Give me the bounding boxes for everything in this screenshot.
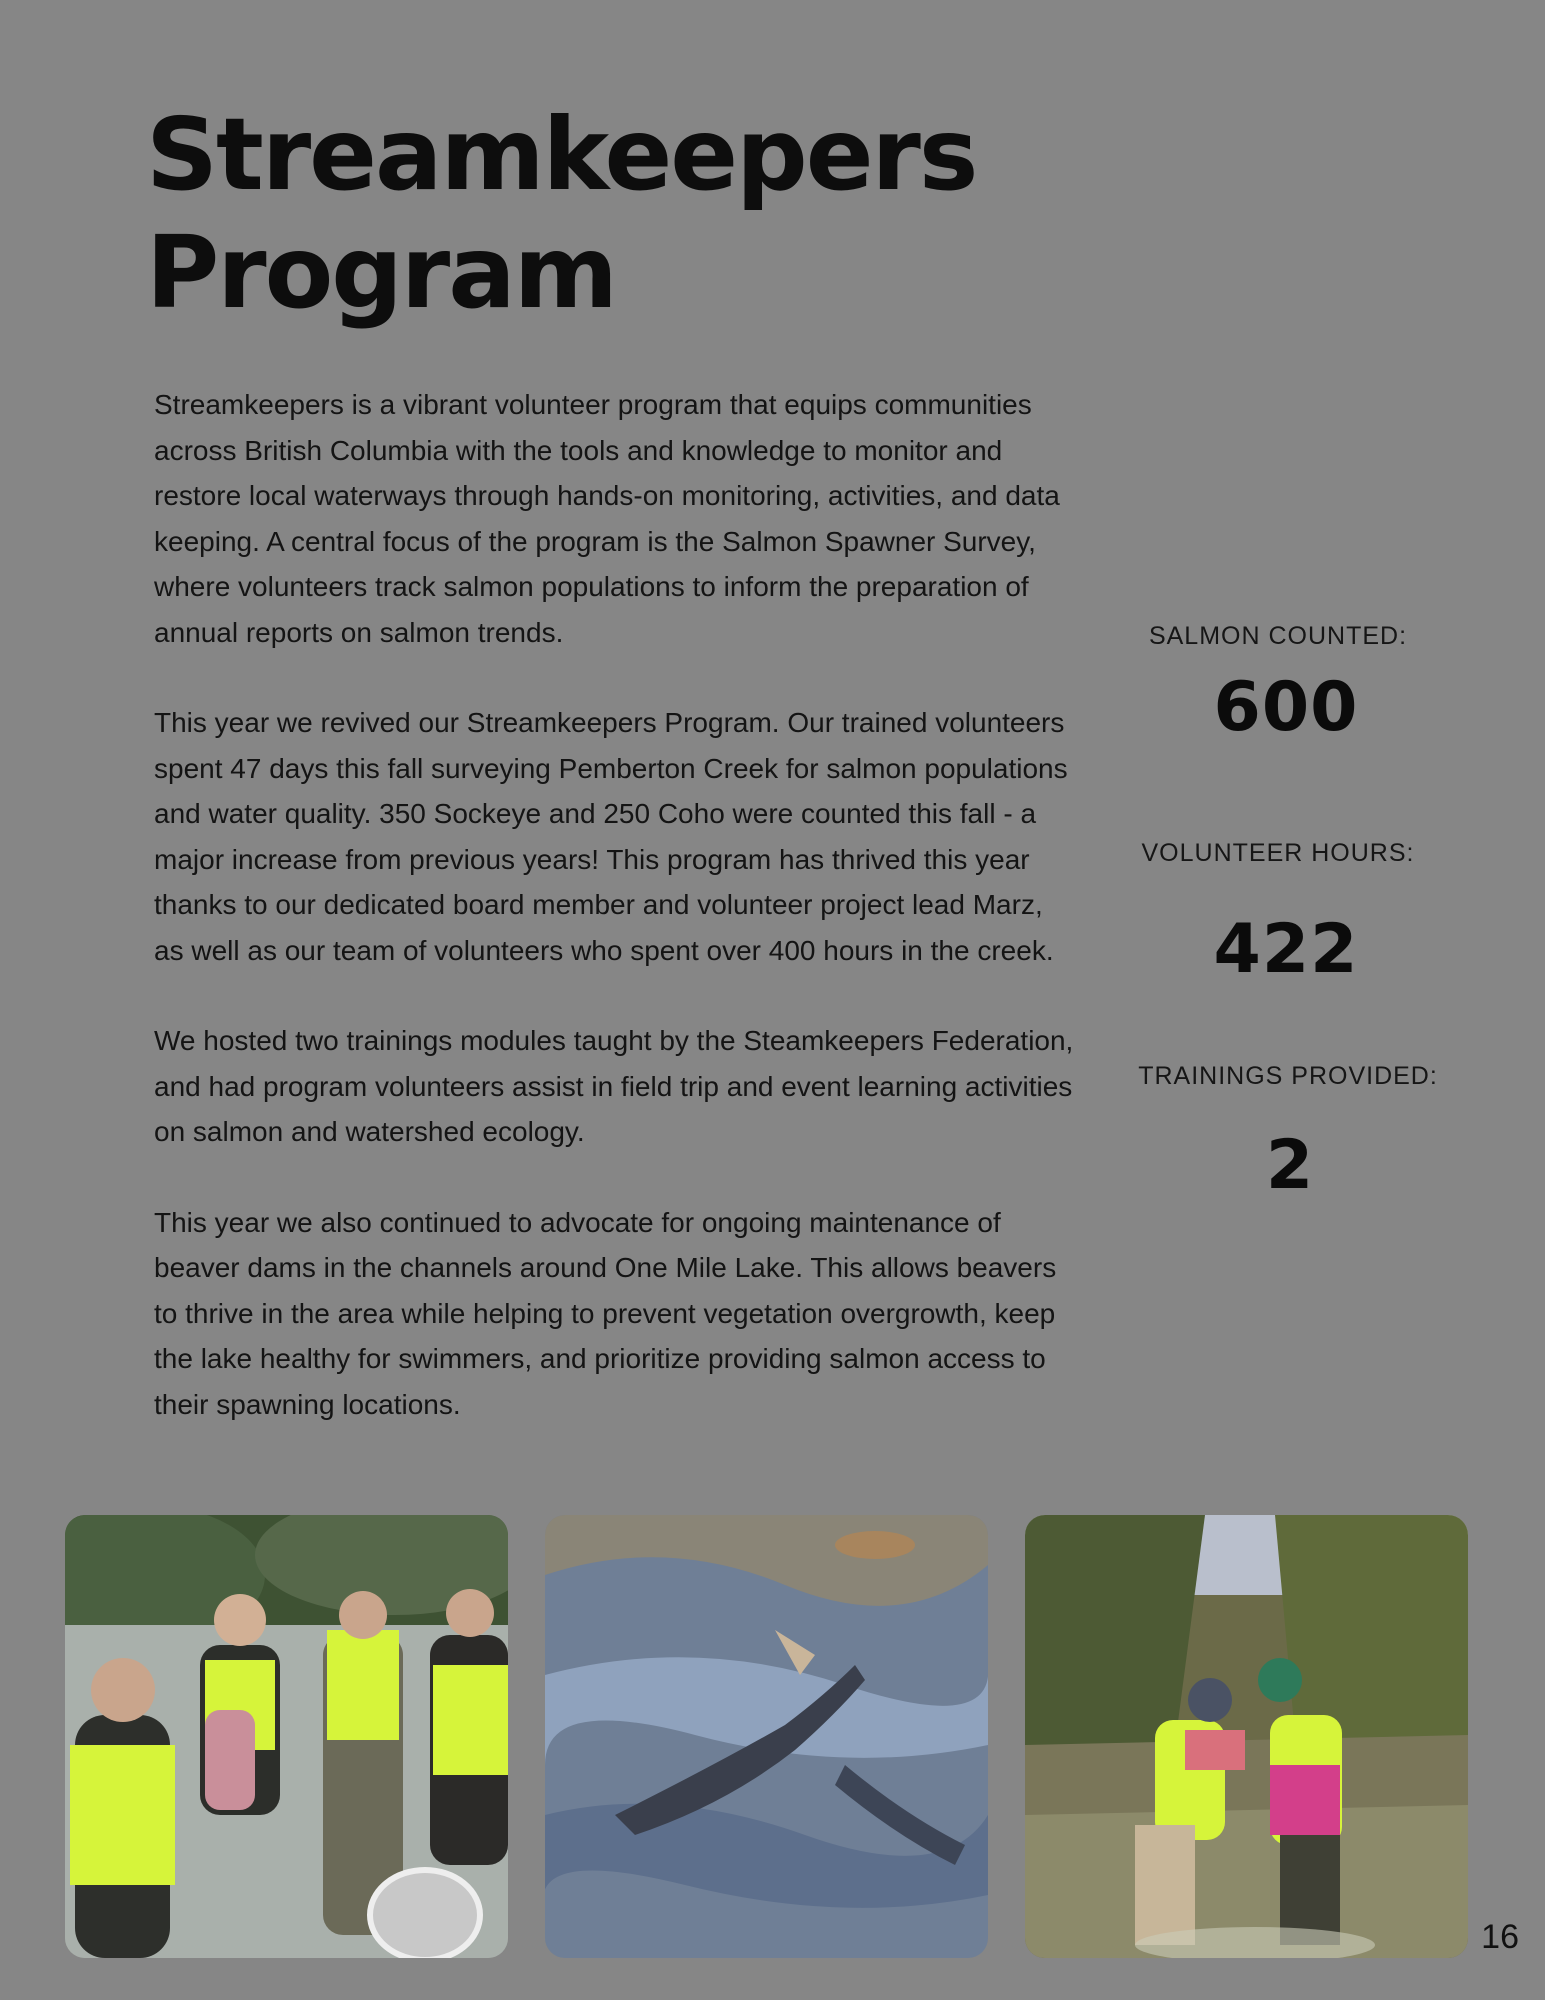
page-number: 16: [1481, 1918, 1519, 1956]
page-title: Streamkeepers Program: [146, 96, 977, 331]
paragraph-intro: Streamkeepers is a vibrant volunteer program that equips communities across British Columbia with the tools and knowledge to monitor and restore local waterways through hands-on monitoring, activities, and data keeping. A central focus of the program is the Salmon Spawner Survey, where volunteers track salmon populations to inform the preparation of annual reports on salmon trends.: [154, 389, 1060, 648]
paragraph-beaver-dams: This year we also continued to advocate for ongoing maintenance of beaver dams in the channels around One Mile Lake. This allows beavers to thrive in the area while helping to prevent vegetation overgrowth, keep the lake healthy for swimmers, and prioritize providing salmon access to their spawning locations.: [154, 1206, 1057, 1420]
stat-value-salmon: 600: [1213, 668, 1359, 747]
paragraph-revival: This year we revived our Streamkeepers Program. Our trained volunteers spent 47 days this fall surveying Pemberton Creek for salmon populations and water quality. 350 Sockeye and 250 Coho were counted this fall - a major increase from previous years! This program has thrived this year thanks to our dedicated board member and volunteer project lead Marz, as well as our team of volunteers who spent over 400 hours in the creek.: [154, 707, 1068, 966]
paragraph-trainings: We hosted two trainings modules taught by the Steamkeepers Federation, and had program volunteers assist in field trip and event learning activities on salmon and watershed ecology.: [154, 1025, 1074, 1147]
stat-value-volunteer-hours: 422: [1213, 910, 1359, 989]
stat-label-volunteer-hours: VOLUNTEER HOURS:: [1141, 839, 1415, 867]
stat-label-salmon: SALMON COUNTED:: [1148, 622, 1408, 650]
stat-label-trainings: TRAININGS PROVIDED:: [1138, 1062, 1438, 1090]
photo-volunteers-group: [65, 1515, 508, 1958]
body-text: [154, 382, 1074, 1472]
photo-salmon-stream: [545, 1515, 988, 1958]
photo-creek-survey: [1025, 1515, 1468, 1958]
stat-value-trainings: 2: [1265, 1126, 1315, 1205]
